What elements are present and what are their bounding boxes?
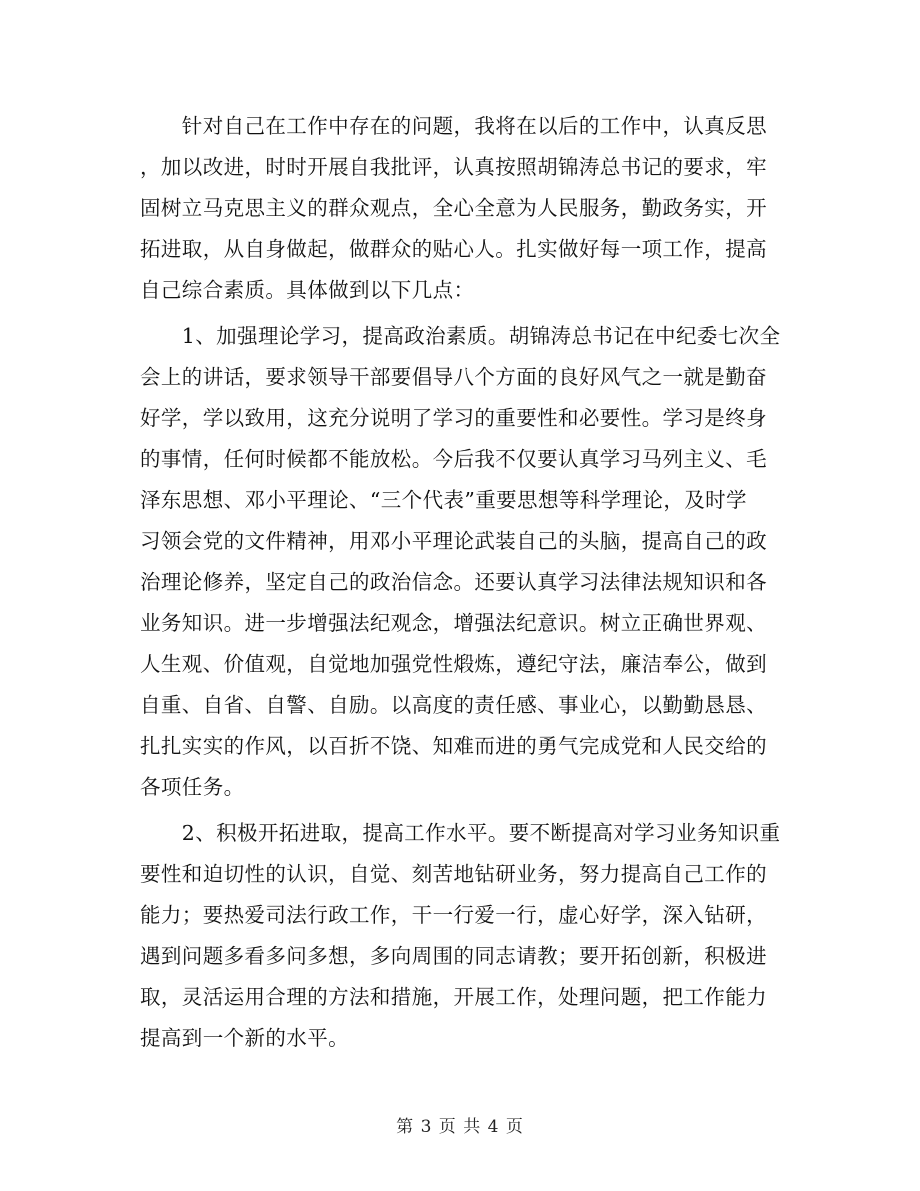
text-line: 要性和迫切性的认识，自觉、刻苦地钻研业务，努力提高自己工作的 — [140, 862, 767, 886]
text-line: 提高到一个新的水平。 — [140, 1026, 349, 1050]
page-number-footer: 第 3 页 共 4 页 — [396, 1117, 524, 1137]
text-line: 取，灵活运用合理的方法和措施，开展工作，处理问题，把工作能力 — [140, 985, 767, 1009]
text-line: 1、加强理论学习，提高政治素质。胡锦涛总书记在中纪委七次全 — [140, 324, 781, 348]
paragraph-point-2 — [140, 813, 790, 1059]
text-line: 扎扎实实的作风，以百折不饶、知难而进的勇气完成党和人民交给的 — [140, 734, 767, 758]
paragraph-point-1 — [140, 316, 790, 808]
text-line: 业务知识。进一步增强法纪观念，增强法纪意识。树立正确世界观、 — [140, 611, 767, 635]
text-line: 好学，学以致用，这充分说明了学习的重要性和必要性。学习是终身 — [140, 406, 767, 430]
text-line: 自己综合素质。具体做到以下几点： — [140, 278, 475, 302]
document-body — [140, 106, 790, 1059]
text-line: 人生观、价值观，自觉地加强党性煅炼，遵纪守法，廉洁奉公，做到 — [140, 652, 767, 676]
text-line: 遇到问题多看多问多想，多向周围的同志请教；要开拓创新，积极进 — [140, 944, 767, 968]
text-line: 泽东思想、邓小平理论、“三个代表”重要思想等科学理论，及时学 — [140, 488, 747, 512]
text-line: 的事情，任何时候都不能放松。今后我不仅要认真学习马列主义、毛 — [140, 447, 767, 471]
text-line: 治理论修养，坚定自己的政治信念。还要认真学习法律法规知识和各 — [140, 570, 767, 594]
text-line: ，加以改进，时时开展自我批评，认真按照胡锦涛总书记的要求，牢 — [140, 155, 767, 179]
text-line: 各项任务。 — [140, 775, 245, 799]
text-line: 2、积极开拓进取，提高工作水平。要不断提高对学习业务知识重 — [140, 821, 781, 845]
text-line: 习领会党的文件精神，用邓小平理论武装自己的头脑，提高自己的政 — [140, 529, 767, 553]
text-line: 固树立马克思主义的群众观点，全心全意为人民服务，勤政务实，开 — [140, 196, 767, 220]
text-line: 拓进取，从自身做起，做群众的贴心人。扎实做好每一项工作，提高 — [140, 237, 767, 261]
text-line: 会上的讲话，要求领导干部要倡导八个方面的良好风气之一就是勤奋 — [140, 365, 767, 389]
text-line: 自重、自省、自警、自励。以高度的责任感、事业心，以勤勤恳恳、 — [140, 693, 767, 717]
text-line: 针对自己在工作中存在的问题，我将在以后的工作中，认真反思 — [140, 114, 767, 138]
text-line: 能力；要热爱司法行政工作，干一行爱一行，虚心好学，深入钻研， — [140, 903, 767, 927]
paragraph-intro — [140, 106, 790, 311]
